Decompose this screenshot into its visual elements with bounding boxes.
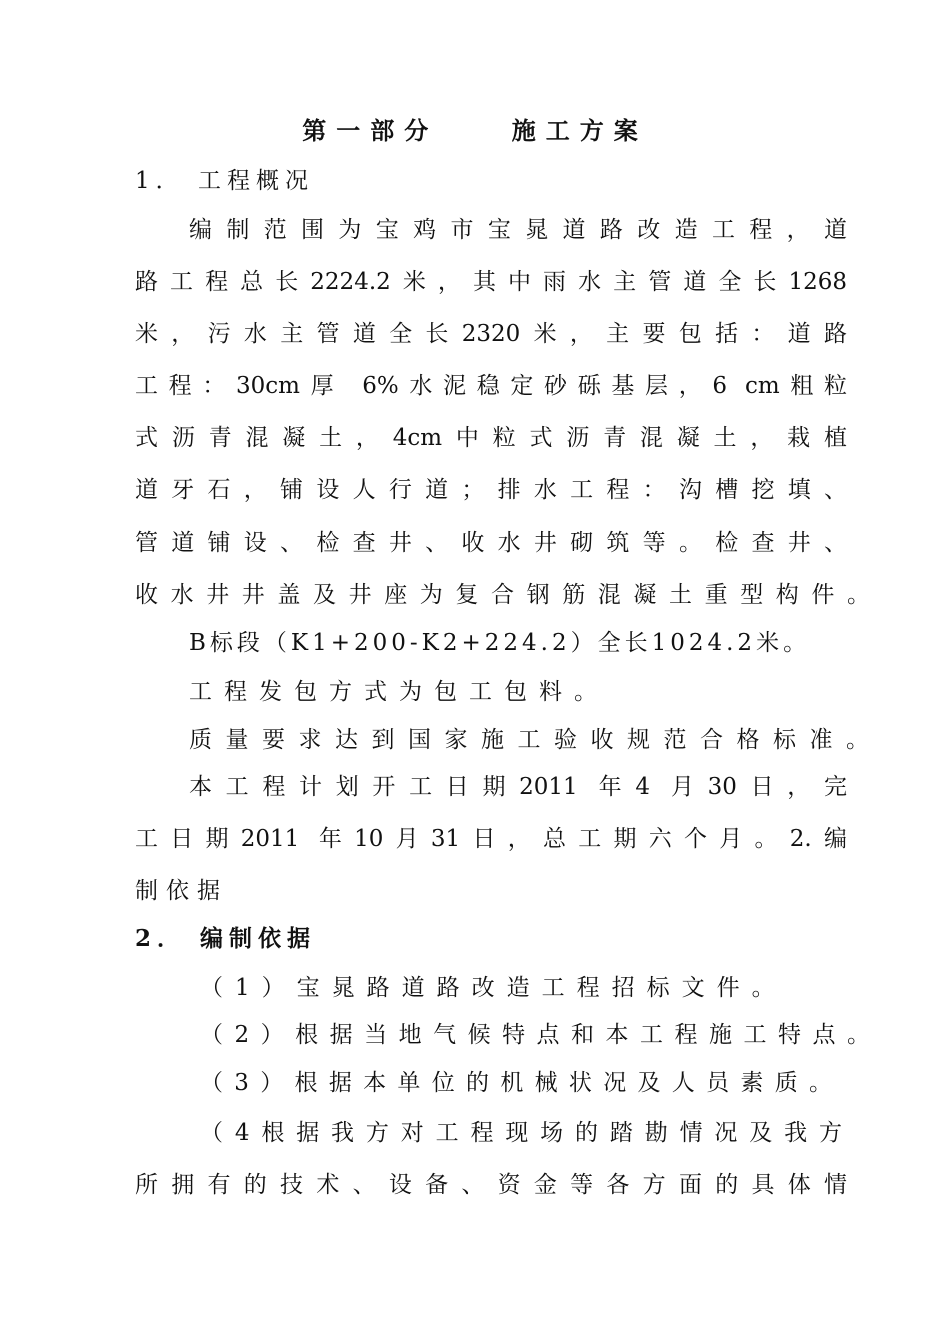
paragraph-line: 制依据 bbox=[135, 878, 228, 904]
paragraph-line: 编制范围为宝鸡市宝晁道路改造工程，道 bbox=[189, 217, 847, 243]
paragraph-line: 道牙石，铺设人行道；排水工程：沟槽挖填、 bbox=[135, 477, 847, 503]
paragraph-line: 工程发包方式为包工包料。 bbox=[189, 679, 609, 705]
paragraph-line: 质量要求达到国家施工验收规范合格标准。 bbox=[189, 727, 869, 753]
paragraph-line: 本工程计划开工日期2011 年4 月30日，完 bbox=[189, 774, 847, 800]
list-item: （1）宝晁路道路改造工程招标文件。 bbox=[200, 975, 787, 1001]
paragraph-line: 工日期2011 年10月31日，总工期六个月。2.编 bbox=[135, 826, 847, 852]
paragraph-line: 米，污水主管道全长2320米，主要包括：道路 bbox=[135, 321, 847, 347]
list-item: （3）根据本单位的机械状况及人员素质。 bbox=[200, 1070, 832, 1096]
document-title: 第一部分 施工方案 bbox=[302, 116, 648, 145]
paragraph-line: 路工程总长2224.2米，其中雨水主管道全长1268 bbox=[135, 269, 847, 295]
paragraph-line: 所拥有的技术、设备、资金等各方面的具体情 bbox=[135, 1172, 847, 1198]
list-item: （2）根据当地气候特点和本工程施工特点。 bbox=[200, 1022, 870, 1048]
paragraph-line: 工程：30cm厚 6%水泥稳定砂砾基层，6 cm粗粒 bbox=[135, 373, 847, 399]
paragraph-line: B标段（K1+200-K2+224.2）全长1024.2米。 bbox=[189, 630, 811, 656]
list-item: （4根据我方对工程现场的踏勘情况及我方 bbox=[200, 1120, 842, 1146]
paragraph-line: 收水井井盖及井座为复合钢筋混凝土重型构件。 bbox=[135, 582, 870, 608]
paragraph-line: 式沥青混凝土，4cm中粒式沥青混凝土，栽植 bbox=[135, 425, 847, 451]
paragraph-line: 管道铺设、检查井、收水井砌筑等。检查井、 bbox=[135, 530, 847, 556]
section-heading-1: 1． 工程概况 bbox=[135, 168, 314, 194]
section-heading-2: 2． 编制依据 bbox=[135, 925, 317, 952]
